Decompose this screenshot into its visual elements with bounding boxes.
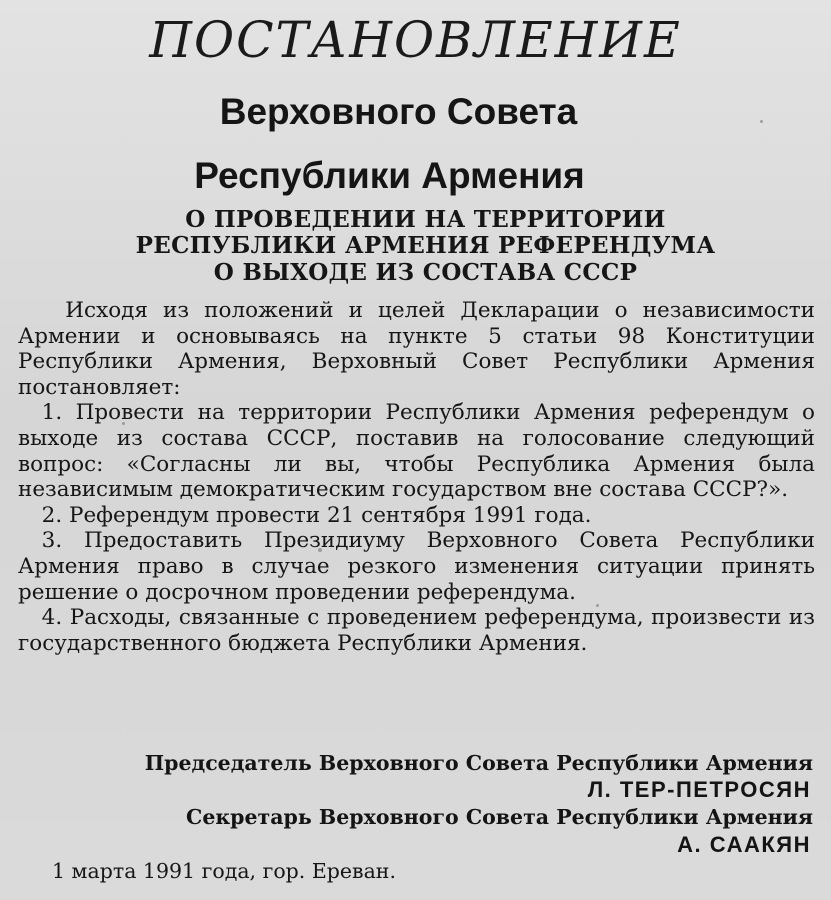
signatory-chairman-name: Л. ТЕР-ПЕТРОСЯН bbox=[587, 777, 811, 802]
document-title: ПОСТАНОВЛЕНИЕ bbox=[149, 11, 682, 69]
issuing-body-line-2: Республики Армения bbox=[194, 155, 585, 196]
resolution-heading-line-3: О ВЫХОДЕ ИЗ СОСТАВА СССР bbox=[213, 259, 638, 286]
preamble-paragraph: Исходя из положений и целей Декларации о независимости Армении и основываясь на пункте 5 статьи 98 Конституции Республики Армения, Верховный Совет Республики Армения постановляет: bbox=[18, 298, 815, 400]
resolution-body bbox=[18, 298, 815, 656]
print-speck bbox=[318, 548, 322, 552]
resolution-item-1: 1. Провести на территории Республики Армения референдум о выходе из состава СССР, поставив на голосование следующий вопрос: «Согласны ли вы, чтобы Республика Армения была независимым демократическим государством вне состава СССР?». bbox=[18, 400, 815, 503]
issuing-body-line-1: Верховного Совета bbox=[219, 91, 578, 132]
resolution-item-2: 2. Референдум провести 21 сентября 1991 года. bbox=[41, 502, 592, 528]
date-and-place: 1 марта 1991 года, гор. Ереван. bbox=[52, 859, 396, 883]
resolution-item-4: 4. Расходы, связанные с проведением референдума, произвести из государственного бюджета Республики Армения. bbox=[18, 605, 815, 656]
print-speck bbox=[596, 604, 599, 607]
signatory-secretary-title: Секретарь Верховного Совета Республики Армения bbox=[186, 805, 813, 829]
print-speck bbox=[122, 422, 125, 425]
resolution-heading-line-1: О ПРОВЕДЕНИИ НА ТЕРРИТОРИИ bbox=[185, 206, 666, 233]
signatory-secretary-name: А. СААКЯН bbox=[677, 832, 811, 857]
signatory-chairman-title: Председатель Верховного Совета Республики Армения bbox=[144, 751, 813, 775]
resolution-heading-line-2: РЕСПУБЛИКИ АРМЕНИЯ РЕФЕРЕНДУМА bbox=[135, 232, 716, 259]
print-speck bbox=[760, 120, 763, 123]
resolution-item-3: 3. Предоставить Президиуму Верховного Совета Республики Армения право в случае резкого изменения ситуации принять решение о досрочном проведении референдума. bbox=[18, 528, 815, 605]
